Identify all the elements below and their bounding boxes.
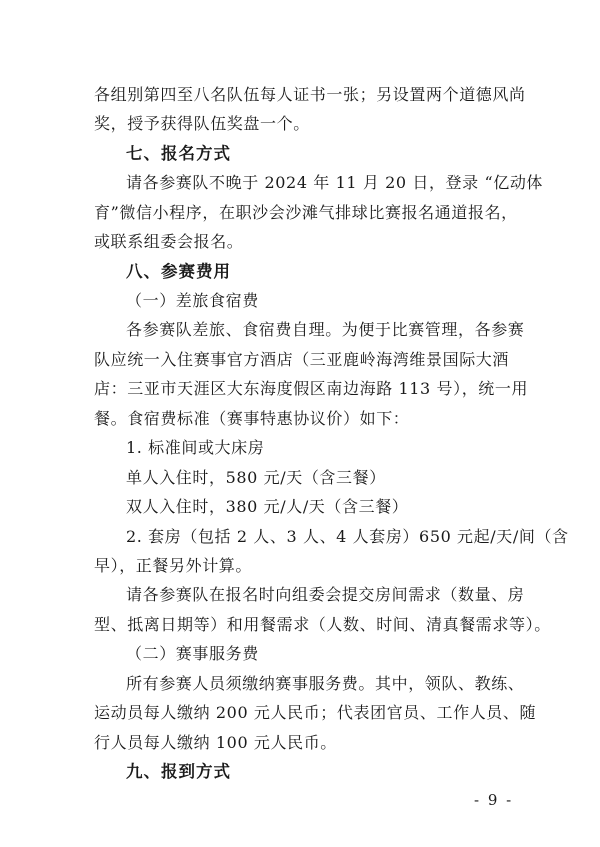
paragraph-line: 或联系组委会报名。 [94,232,244,251]
list-item: 1. 标准间或大床房 [126,438,265,457]
section-heading-registration: 七、报名方式 [126,144,231,163]
paragraph-line: 所有参赛人员须缴纳赛事服务费。其中，领队、教练、 [126,674,525,693]
list-item-detail: 双人入住时，380 元/人/天（含三餐） [126,497,409,516]
list-item: 2. 套房（包括 2 人、3 人、4 人套房）650 元起/天/间（含 [126,527,569,546]
paragraph-line: 各参赛队差旅、食宿费自理。为便于比赛管理，各参赛 [126,320,525,339]
page-number: - 9 - [474,791,514,809]
paragraph-line: 奖，授予获得队伍奖盘一个。 [94,114,310,133]
paragraph-line: 运动员每人缴纳 200 元人民币；代表团官员、工作人员、随 [94,703,537,722]
paragraph-line: 各组别第四至八名队伍每人证书一张；另设置两个道德风尚 [94,85,526,104]
paragraph-line: 队应统一入住赛事官方酒店（三亚鹿岭海湾维景国际大酒 [94,350,510,369]
paragraph-line: 行人员每人缴纳 100 元人民币。 [94,733,337,752]
paragraph-line: 早），正餐另外计算。 [94,556,253,575]
subsection-heading-travel: （一）差旅食宿费 [126,291,259,310]
paragraph-line: 请各参赛队不晚于 2024 年 11 月 20 日，登录 “亿动体 [126,173,544,192]
section-heading-checkin: 九、报到方式 [126,762,231,781]
list-item-detail: 单人入住时，580 元/天（含三餐） [126,468,386,487]
section-heading-fees: 八、参赛费用 [126,262,231,281]
subsection-heading-service-fee: （二）赛事服务费 [126,644,259,663]
paragraph-line: 餐。食宿费标准（赛事特惠协议价）如下： [94,409,410,428]
paragraph-line: 请各参赛队在报名时向组委会提交房间需求（数量、房 [126,585,525,604]
paragraph-line: 型、抵离日期等）和用餐需求（人数、时间、清真餐需求等）。 [94,615,551,634]
paragraph-line: 店：三亚市天涯区大东海度假区南边海路 113 号），统一用 [94,379,529,398]
paragraph-line: 育”微信小程序，在职沙会沙滩气排球比赛报名通道报名， [94,203,518,222]
